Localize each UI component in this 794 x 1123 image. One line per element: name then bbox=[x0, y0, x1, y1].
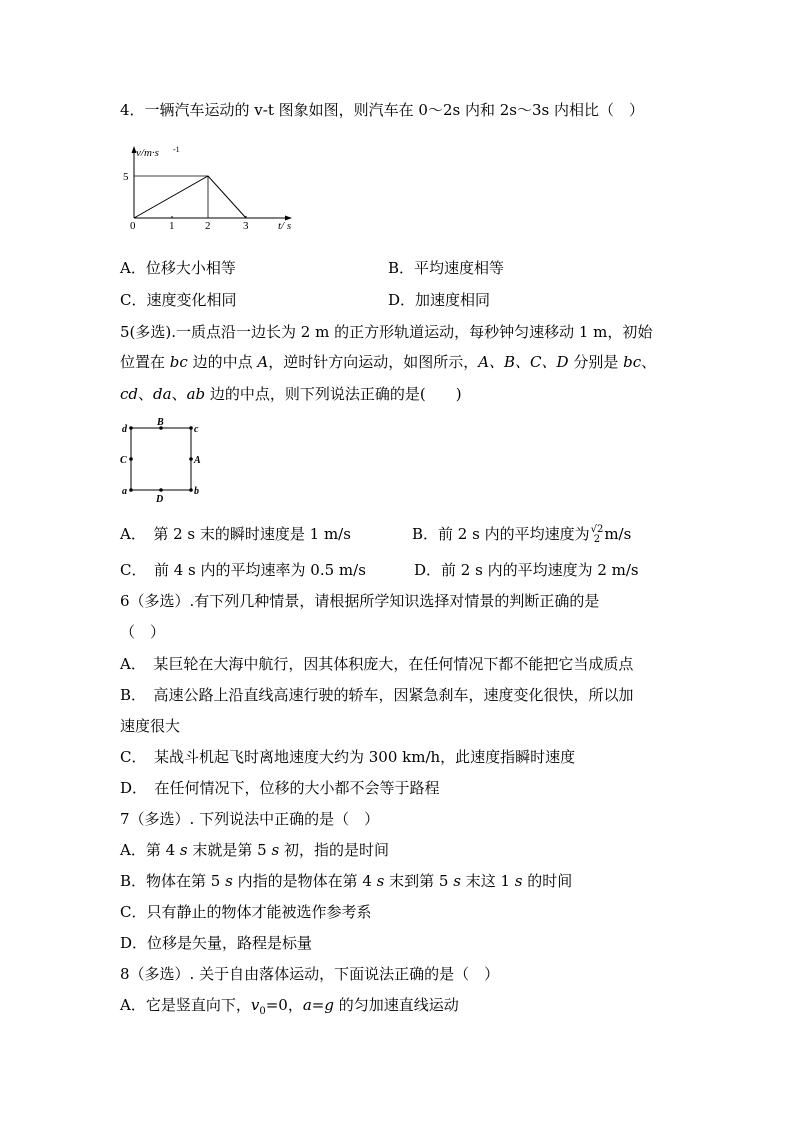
q7-option-d: D．位移是矢量，路程是标量 bbox=[120, 934, 313, 952]
label-d: d bbox=[122, 424, 127, 435]
q5-option-c: C． 前 4 s 内的平均速率为 0.5 m/s bbox=[120, 561, 366, 579]
q5-stem-line2: 位置在 bc 边的中点 A，逆时针方向运动，如图所示，A、B、C、D 分别是 bc、 bbox=[120, 353, 657, 371]
label-c: c bbox=[194, 424, 199, 435]
q6-option-d: D． 在任何情况下，位移的大小都不会等于路程 bbox=[120, 779, 440, 797]
x-axis-label: t/ s bbox=[278, 220, 292, 230]
q6-option-b-line2: 速度很大 bbox=[120, 717, 181, 735]
q6-option-c: C． 某战斗机起飞时离地速度大约为 300 km/h，此速度指瞬时速度 bbox=[120, 748, 576, 766]
y-axis-exp: -1 bbox=[173, 145, 180, 154]
label-C: C bbox=[120, 455, 127, 466]
q6-option-b-line1: B． 高速公路上沿直线高速行驶的轿车，因紧急刹车，速度变化很快，所以加 bbox=[120, 686, 634, 704]
q5-square-figure bbox=[115, 417, 215, 503]
q7-option-a: A．第 4 s 末就是第 5 s 初，指的是时间 bbox=[120, 841, 389, 859]
q7-stem: 7（多选）. 下列说法中正确的是（ ） bbox=[120, 810, 380, 828]
q7-option-b: B．物体在第 5 s 内指的是物体在第 4 s 末到第 5 s 末这 1 s 的时间 bbox=[120, 872, 573, 890]
q7-option-c: C．只有静止的物体才能被选作参考系 bbox=[120, 903, 372, 921]
q5-stem-line1: 5(多选).一质点沿一边长为 2 m 的正方形轨道运动，每秒钟匀速移动 1 m，初始 bbox=[120, 323, 653, 341]
label-B: B bbox=[157, 417, 164, 428]
x-tick-1: 1 bbox=[169, 220, 175, 230]
q4-option-c: C．速度变化相同 bbox=[120, 291, 237, 309]
q4-option-b: B．平均速度相等 bbox=[388, 259, 505, 277]
q4-vt-graph bbox=[118, 142, 308, 230]
q8-option-a: A．它是竖直向下，$v_0=0$，a=g 的匀加速直线运动 bbox=[120, 996, 459, 1017]
q4-option-a: A．位移大小相等 bbox=[120, 259, 236, 277]
q5-option-a: A． 第 2 s 末的瞬时速度是 1 m/s bbox=[120, 525, 351, 543]
label-D: D bbox=[156, 494, 164, 503]
label-A: A bbox=[194, 455, 201, 466]
q5-stem-line3: cd、da、ab 边的中点，则下列说法正确的是( ) bbox=[120, 385, 462, 403]
q5-option-d: D．前 2 s 内的平均速度为 2 m/s bbox=[414, 561, 639, 579]
origin-label: 0 bbox=[130, 220, 136, 230]
label-b: b bbox=[194, 486, 199, 497]
y-axis-label: v/m·s bbox=[136, 147, 159, 159]
x-tick-3: 3 bbox=[243, 220, 249, 230]
q8-stem: 8（多选）. 关于自由落体运动，下面说法正确的是（ ） bbox=[120, 965, 500, 983]
q6-stem-line2: （ ） bbox=[120, 623, 166, 641]
q4-option-d: D．加速度相同 bbox=[388, 291, 491, 309]
q6-option-a: A． 某巨轮在大海中航行，因其体积庞大，在任何情况下都不能把它当成质点 bbox=[120, 655, 634, 673]
q6-stem-line1: 6（多选）.有下列几种情景，请根据所学知识选择对情景的判断正确的是 bbox=[120, 592, 600, 610]
label-a: a bbox=[122, 486, 127, 497]
y-tick-5: 5 bbox=[123, 171, 129, 183]
vt-line bbox=[134, 176, 246, 218]
q4-stem: 4．一辆汽车运动的 v-t 图象如图，则汽车在 0～2s 内和 2s～3s 内相比（ ） bbox=[120, 101, 644, 119]
x-tick-2: 2 bbox=[205, 220, 211, 230]
q5-option-b: B．前 2 s 内的平均速度为 √2 2 m/s bbox=[412, 524, 632, 545]
